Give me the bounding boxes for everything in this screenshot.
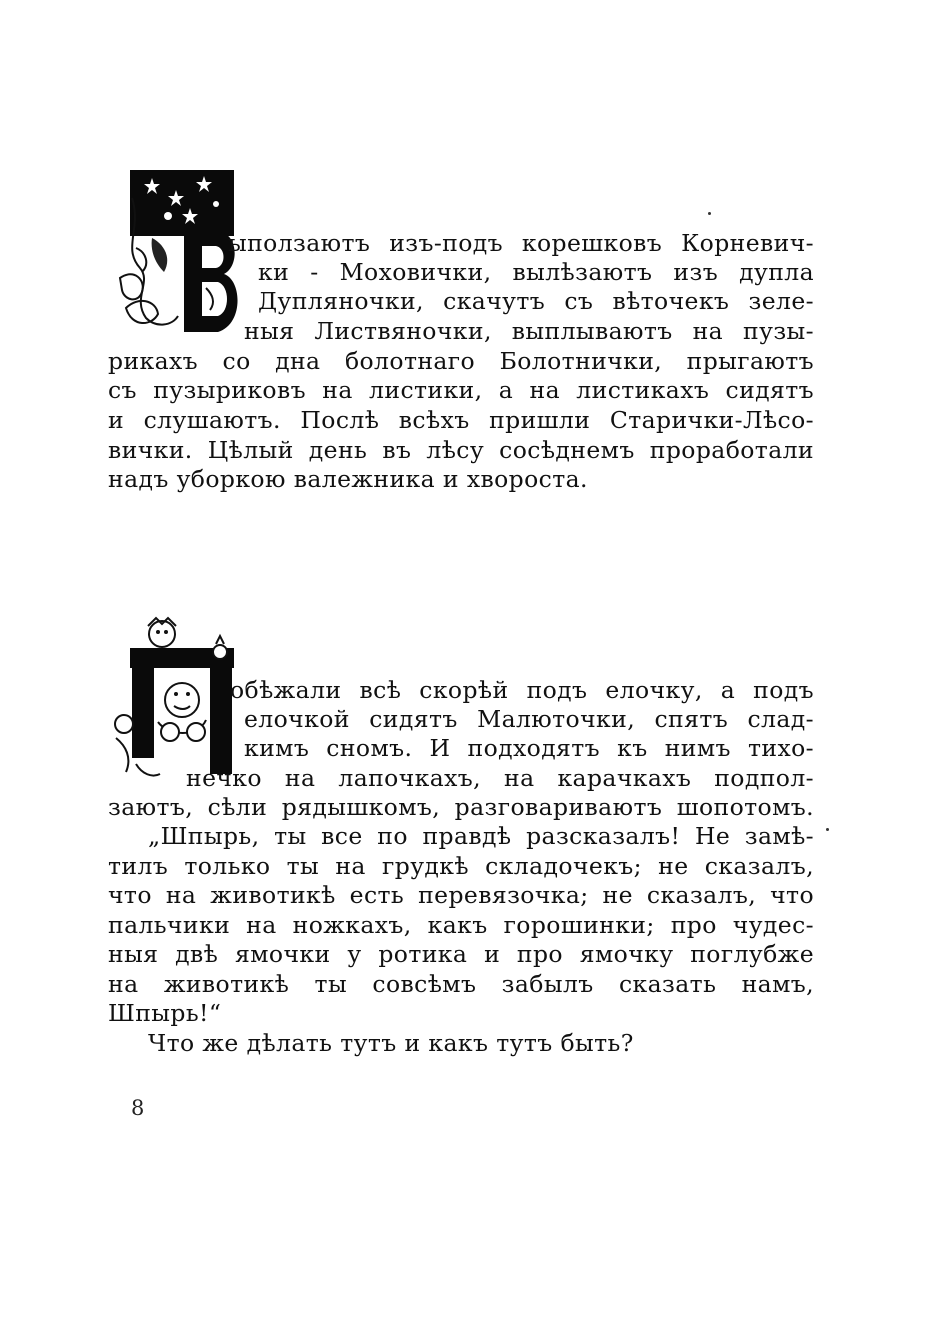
print-speck (826, 828, 829, 831)
paragraph2-line: Шпырь!“ (108, 999, 222, 1027)
paragraph2-line: на животикѣ ты совсѣмъ забылъ сказать намъ, (108, 970, 814, 998)
paragraph1-line: ыползаютъ изъ-подъ корешковъ Корневич- (228, 229, 814, 257)
paragraph1-line: и слушаютъ. Послѣ всѣхъ пришли Старички-Лѣсо- (108, 406, 814, 434)
paragraph2-line: заютъ, сѣли рядышкомъ, разговариваютъ шопотомъ. (108, 793, 814, 821)
page-number: 8 (131, 1096, 145, 1120)
paragraph2-line: Что же дѣлать тутъ и какъ тутъ быть? (148, 1029, 634, 1057)
paragraph1-line: ки - Моховички, вылѣзаютъ изъ дупла (258, 258, 814, 286)
paragraph1-line: рикахъ со дна болотнаго Болотнички, прыгаютъ (108, 347, 814, 375)
paragraph2-line: „Шпырь, ты все по правдѣ разсказалъ! Не замѣ- (148, 822, 814, 850)
paragraph2-line: что на животикѣ есть перевязочка; не сказалъ, что (108, 881, 814, 909)
paragraph2-line: нечко на лапочкахъ, на карачкахъ подпол- (186, 764, 814, 792)
paragraph1-line: съ пузыриковъ на листики, а на листикахъ сидятъ (108, 376, 814, 404)
paragraph2-line: тилъ только ты на грудкѣ складочекъ; не сказалъ, (108, 852, 814, 880)
print-speck (708, 212, 711, 215)
paragraph2-line: ныя двѣ ямочки у ротика и про ямочку поглубже (108, 940, 814, 968)
paragraph2-line: кимъ сномъ. И подходятъ къ нимъ тихо- (244, 734, 814, 762)
ornamental-dropcap-p (112, 614, 242, 784)
paragraph2-line: пальчики на ножкахъ, какъ горошинки; про чудес- (108, 911, 814, 939)
paragraph1-line: вички. Цѣлый день въ лѣсу сосѣднемъ проработали (108, 436, 814, 464)
paragraph2-line: елочкой сидятъ Малюточки, спятъ слад- (244, 705, 814, 733)
paragraph2-line: обѣжали всѣ скорѣй подъ елочку, а подъ (230, 676, 814, 704)
paragraph1-line: ныя Листвяночки, выплываютъ на пузы- (244, 317, 814, 345)
ornamental-dropcap-v (112, 168, 244, 340)
paragraph1-line: надъ уборкою валежника и хвороста. (108, 465, 588, 493)
paragraph1-line: Дупляночки, скачутъ съ вѣточекъ зеле- (258, 287, 814, 315)
